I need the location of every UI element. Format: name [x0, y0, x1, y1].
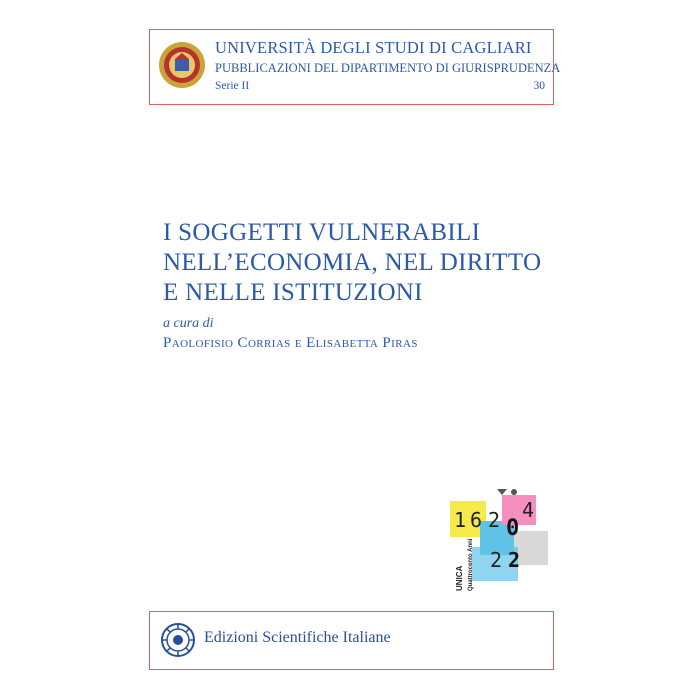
university-name: UNIVERSITÀ DEGLI STUDI DI CAGLIARI: [215, 38, 532, 57]
svg-text:2: 2: [508, 548, 521, 572]
publisher-logo-icon: [160, 622, 196, 658]
title-line: I SOGGETTI VULNERABILI: [163, 219, 481, 246]
series-header-box: [149, 29, 561, 105]
svg-text:2: 2: [488, 508, 501, 532]
svg-text:UNICA: UNICA: [455, 565, 464, 591]
svg-text:0: 0: [506, 516, 520, 541]
editors-names: Paolofisio Corrias e Elisabetta Piras: [163, 335, 418, 351]
svg-text:2: 2: [490, 548, 503, 572]
publisher-box: [149, 611, 554, 670]
svg-text:6: 6: [470, 508, 483, 532]
department-name: PUBBLICAZIONI DEL DIPARTIMENTO DI GIURISPRUDENZA: [215, 61, 561, 75]
series-number: 30: [533, 80, 545, 92]
series-label: Serie II: [215, 80, 250, 92]
book-title: [163, 218, 541, 308]
publisher-name: Edizioni Scientifiche Italiane: [204, 629, 391, 646]
svg-text:Quattrocento Anni: Quattrocento Anni: [468, 538, 474, 591]
anniversary-logo-icon: [442, 487, 558, 597]
curated-by-label: a cura di: [163, 316, 214, 331]
title-line: E NELLE ISTITUZIONI: [163, 279, 423, 306]
title-line: NELL’ECONOMIA, NEL DIRITTO: [163, 249, 542, 276]
svg-text:1: 1: [454, 508, 467, 532]
university-seal-icon: [158, 41, 206, 89]
svg-text:4: 4: [522, 498, 535, 522]
